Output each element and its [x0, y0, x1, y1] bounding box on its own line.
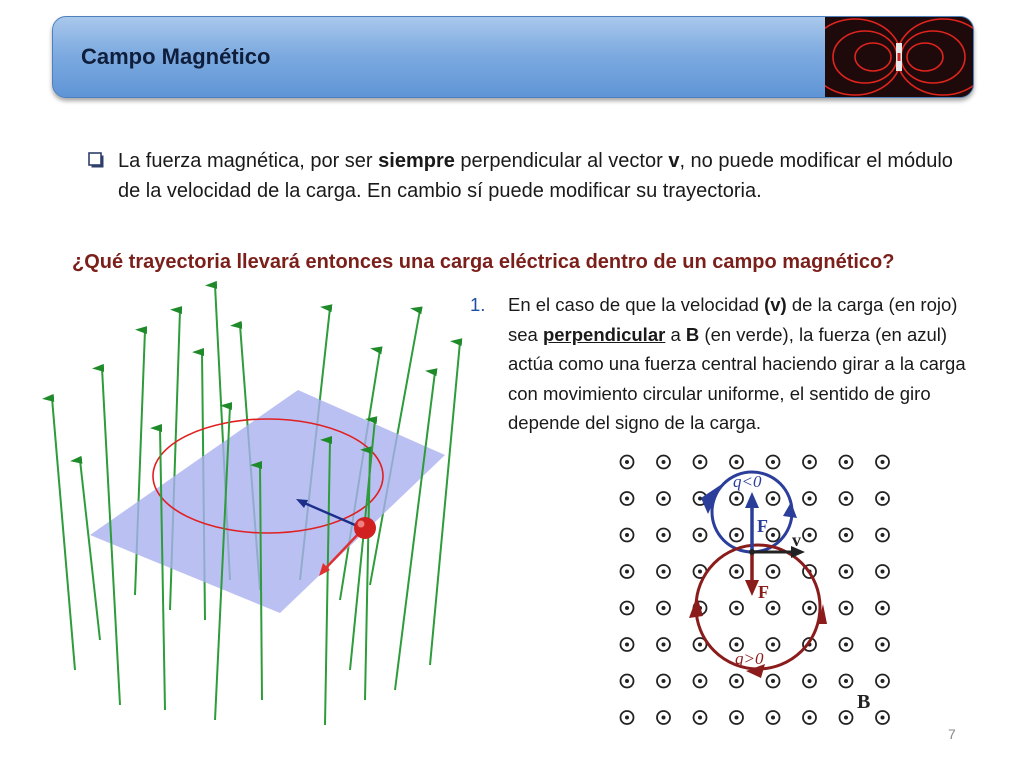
b-field-dot [730, 456, 743, 469]
b-field-dot [840, 711, 853, 724]
b-field-dot [730, 565, 743, 578]
magnetic-field-3d-illustration [40, 280, 465, 730]
plane [90, 390, 445, 613]
b-field-dot [803, 602, 816, 615]
b-field-dot [767, 602, 780, 615]
b-field-dot [730, 675, 743, 688]
b-field-dot [621, 492, 634, 505]
b-field-dot [730, 492, 743, 505]
b-field-dot [767, 492, 780, 505]
b-field-dot [767, 638, 780, 651]
b-field-dot [657, 492, 670, 505]
b-field-dot [694, 711, 707, 724]
b-field-dot [730, 711, 743, 724]
item-text: En el caso de que la velocidad (v) de la carga (en rojo) sea perpendicular a B (en verde), la fuerza (en azul) actúa como una fuerza central haciendo girar a la carga con movimiento circular uniforme, el sentido de giro depende del signo de la carga. [508, 294, 966, 433]
label-b-field: B [857, 691, 871, 713]
header-bar [52, 16, 974, 98]
b-field-dot [621, 638, 634, 651]
b-field-dot [694, 456, 707, 469]
label-force-bottom: F [758, 582, 769, 602]
slide-title: Campo Magnético [81, 44, 271, 69]
b-field-dot [876, 529, 889, 542]
label-q-negative: q<0 [733, 472, 762, 491]
b-field-dot [803, 711, 816, 724]
b-field-dot [767, 711, 780, 724]
b-field-dot [840, 675, 853, 688]
b-field-dot [621, 456, 634, 469]
b-field-dot [621, 675, 634, 688]
b-field-dot [876, 638, 889, 651]
b-field-dot [657, 565, 670, 578]
b-field-dot [657, 529, 670, 542]
b-field-dot [876, 711, 889, 724]
b-field-dot [876, 602, 889, 615]
label-q-positive: q>0 [735, 649, 764, 668]
label-force-top: F [757, 516, 768, 536]
dipole-field-lines-image [825, 17, 973, 97]
b-field-dot [767, 456, 780, 469]
b-field-dot [840, 602, 853, 615]
b-field-dot-grid [621, 456, 890, 725]
b-field-dot [767, 565, 780, 578]
b-field-dot [876, 675, 889, 688]
b-field-dot [803, 529, 816, 542]
label-velocity: v [792, 530, 801, 550]
b-field-dot [657, 711, 670, 724]
question-heading: ¿Qué trayectoria llevará entonces una carga eléctrica dentro de un campo magnético? [72, 251, 895, 273]
b-field-dot [876, 565, 889, 578]
b-field-dot [694, 529, 707, 542]
b-field-dot [730, 529, 743, 542]
b-field-dot [621, 711, 634, 724]
b-field-dot [840, 456, 853, 469]
b-field-dot [657, 602, 670, 615]
charge-sphere [354, 517, 376, 539]
b-field-dot [657, 638, 670, 651]
b-field-dot [803, 675, 816, 688]
b-field-dot [657, 675, 670, 688]
b-field-dot [876, 492, 889, 505]
b-field-dot [621, 565, 634, 578]
b-field-dot [767, 675, 780, 688]
b-field-dot [803, 492, 816, 505]
page-number: 7 [948, 726, 956, 742]
b-field-dot [657, 456, 670, 469]
b-field-dot [767, 529, 780, 542]
circular-motion-diagram [605, 446, 900, 730]
b-field-dot [840, 638, 853, 651]
checkbox-bullet-icon [88, 152, 105, 169]
item-number: 1. [470, 294, 486, 315]
bullet-text: La fuerza magnética, por ser siempre perpendicular al vector v, no puede modificar el módulo de la velocidad de la carga. En cambio sí puede modificar su trayectoria. [118, 150, 953, 202]
b-field-dot [621, 529, 634, 542]
b-field-dot [840, 529, 853, 542]
b-field-dot [803, 456, 816, 469]
b-field-dot [730, 602, 743, 615]
b-field-dot [840, 492, 853, 505]
b-field-dot [621, 602, 634, 615]
b-field-dot [840, 565, 853, 578]
b-field-dot [694, 675, 707, 688]
b-field-dot [876, 456, 889, 469]
bullet-paragraph [88, 146, 960, 206]
numbered-item [470, 290, 990, 438]
